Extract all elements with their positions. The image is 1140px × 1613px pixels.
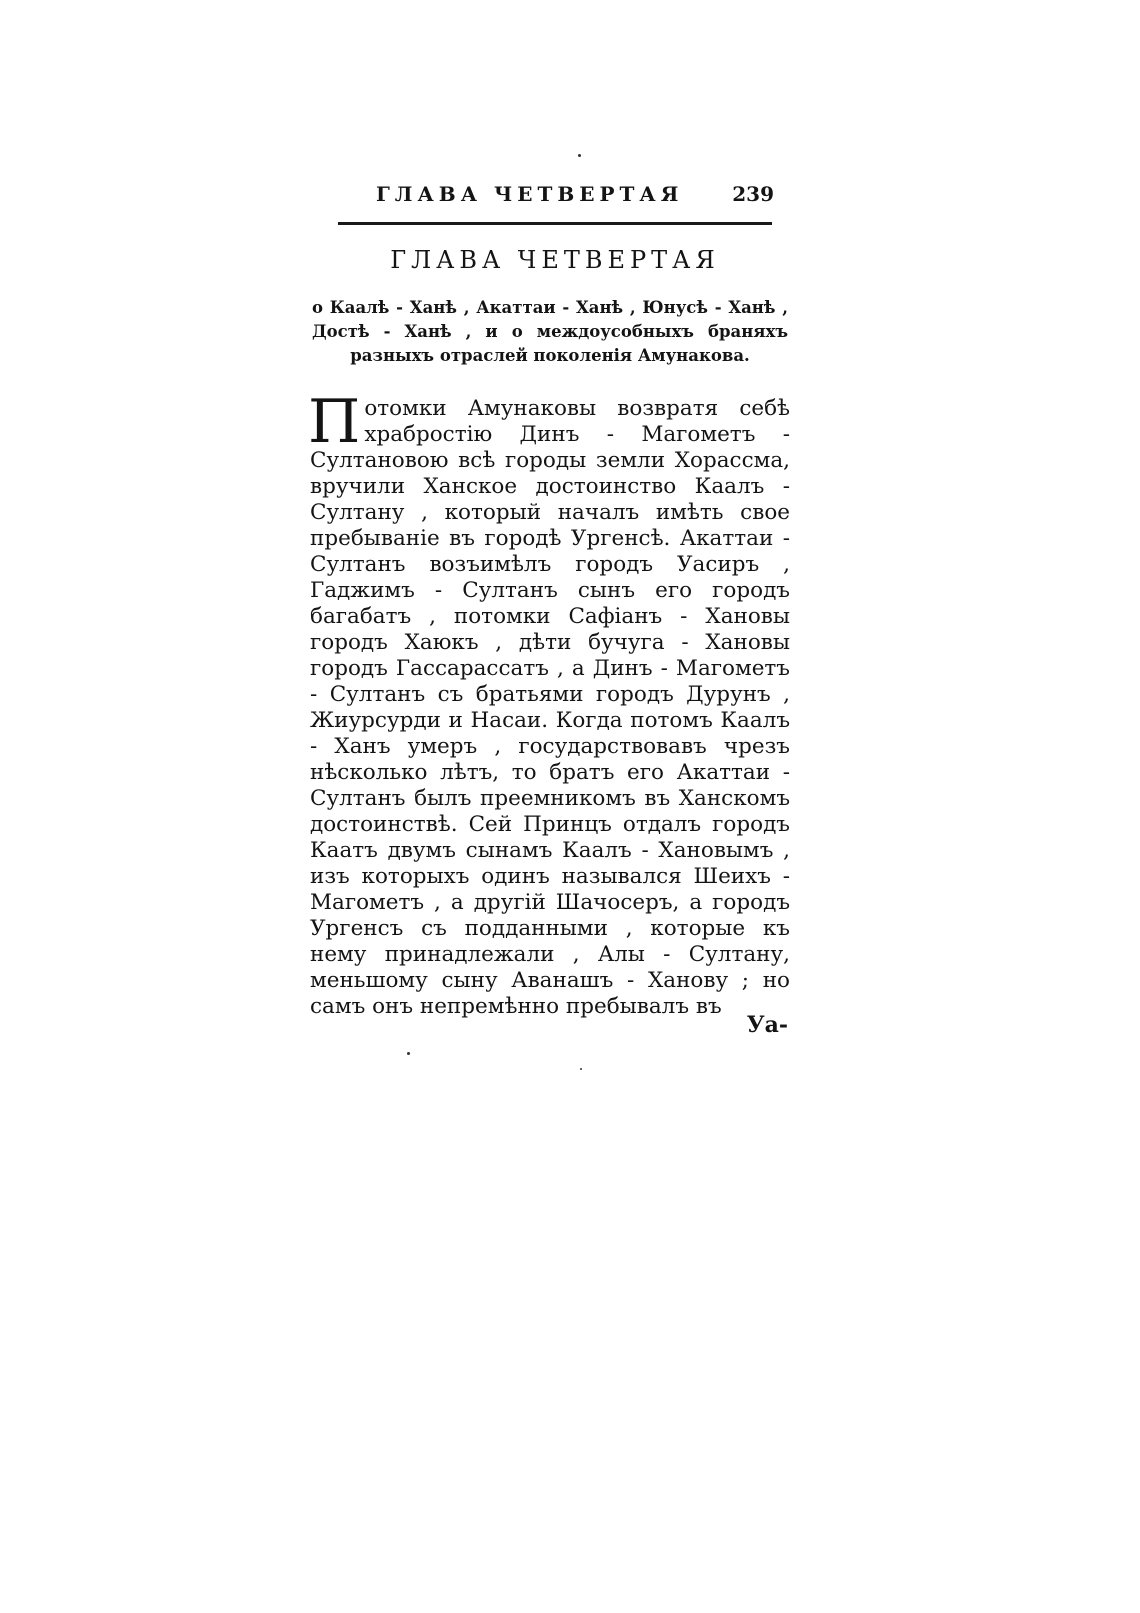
chapter-summary: о Каалѣ - Ханѣ , Акаттаи - Ханѣ , Юнусѣ - Ханѣ , Достѣ - Ханѣ , и о междоусобныхъ браняхъ разныхъ отраслей поколенія Амунакова. bbox=[312, 298, 788, 365]
drop-cap: П bbox=[308, 387, 361, 457]
body-paragraph bbox=[308, 387, 790, 1020]
ink-speck bbox=[580, 1068, 582, 1070]
body-text: отомки Амунаковы возвратя себѣ храбростію Динъ - Магометъ - Султановою всѣ городы земли Хорассма, вручили Ханское достоинство Каалъ - Султану , который началъ имѣть свое пребываніе въ городѣ Ургенсѣ. Акаттаи - Султанъ возъимѣлъ городъ Уасиръ , Гаджимъ - Султанъ сынъ его городъ багабатъ , потомки Сафіанъ - Хановы городъ Хаюкъ , дѣти бучуга - Хановы городъ Гассарассатъ , а Динъ - Магометъ - Султанъ съ братьями городъ Дурунъ , Жиурсурди и Насаи. Когда потомъ Каалъ - Ханъ умеръ , государствовавъ чрезъ нѣсколько лѣтъ, то братъ его Акаттаи - Султанъ былъ преемникомъ въ Ханскомъ достоинствѣ. Сей Принцъ отдалъ городъ Каатъ двумъ сынамъ Каалъ - Хановымъ , изъ которыхъ одинъ назывался Шеихъ - Магометъ , а другій Шачосеръ, а городъ Ургенсъ съ подданными , которые къ нему принадлежали , Алы - Султану, меньшому сыну Аванашъ - Ханову ; но самъ онъ непремѣнно пребывалъ въ bbox=[310, 396, 790, 1019]
ink-speck bbox=[407, 1052, 410, 1055]
ink-speck bbox=[578, 154, 581, 157]
chapter-title: ГЛАВА ЧЕТВЕРТАЯ bbox=[390, 246, 720, 274]
catchword: Уа- bbox=[746, 1012, 788, 1038]
running-title: ГЛАВА ЧЕТВЕРТАЯ bbox=[376, 182, 684, 206]
page-number: 239 bbox=[732, 182, 774, 206]
header-rule bbox=[338, 222, 772, 225]
running-head bbox=[340, 180, 780, 214]
